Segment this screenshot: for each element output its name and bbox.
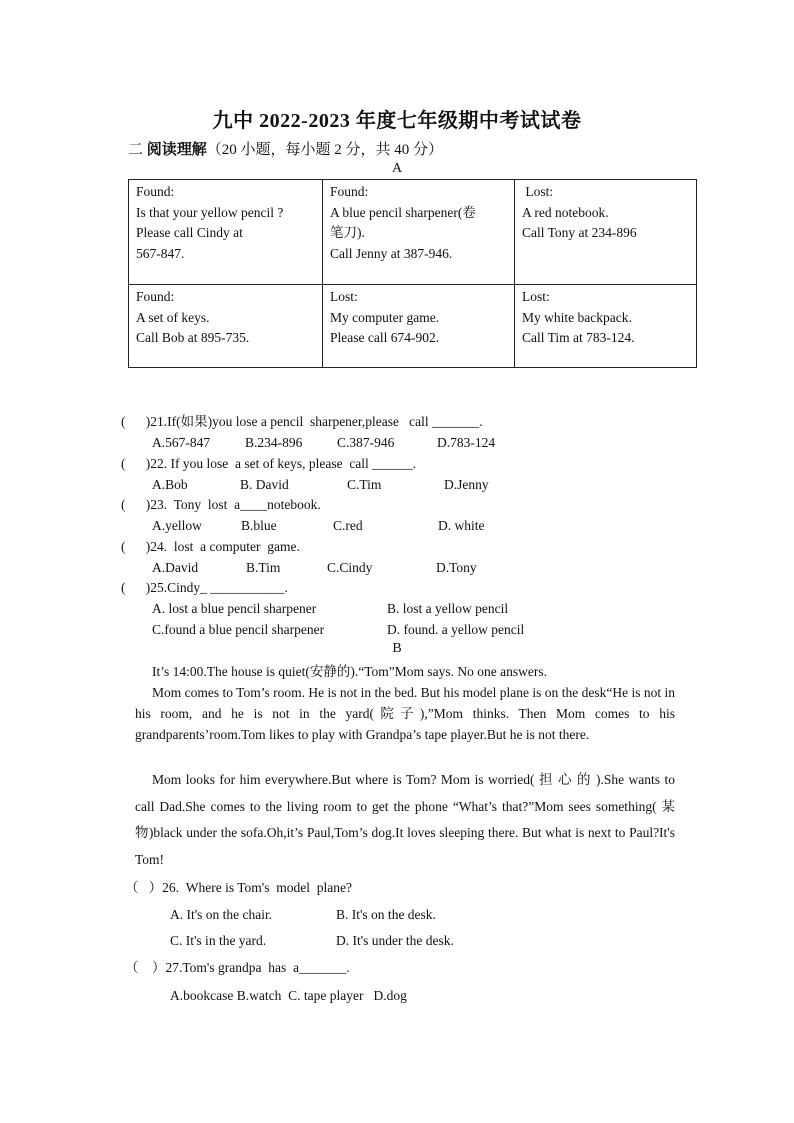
- question-26-stem: （ ）26. Where is Tom's model plane?: [125, 880, 352, 895]
- section-name: 阅读理解: [146, 142, 207, 158]
- table-row: [129, 180, 697, 285]
- exam-title: 九中 2022-2023 年度七年级期中考试试卷: [212, 110, 582, 132]
- passage-b-paragraph-1: It’s 14:00.The house is quiet(安静的).“Tom”Mom says. No one answers. Mom comes to Tom’s room. He is not in the bed. But his model plane is on the desk“He is not in his room, and he is not in the yard(院子),”Mom thinks. Then Mom comes to his grandparents’room.Tom likes to play with Grandpa’s tape player.But he is not there.: [135, 664, 675, 742]
- notice-board-table: [128, 179, 697, 368]
- question-23-stem: ( )23. Tony lost a____notebook.: [121, 497, 321, 512]
- option-b: B. lost a yellow pencil: [387, 601, 509, 616]
- question-27-stem: （ ）27.Tom's grandpa has a_______.: [125, 960, 350, 975]
- option-c: C.Cindy: [327, 560, 373, 575]
- passage-b-label: B: [392, 641, 402, 656]
- option-d: D. found. a yellow pencil: [387, 622, 525, 637]
- question-24-stem: ( )24. lost a computer game.: [121, 539, 300, 554]
- option-c: C.found a blue pencil sharpener: [152, 622, 325, 637]
- notice-cell: Found: Is that your yellow pencil ? Please call Cindy at 567-847.: [129, 180, 323, 285]
- question-25-options: [152, 599, 572, 641]
- option-d: D.Jenny: [444, 477, 489, 492]
- option-a: A.yellow: [152, 518, 202, 533]
- question-22-stem: ( )22. If you lose a set of keys, please call ______.: [121, 456, 417, 471]
- question-25-stem: ( )25.Cindy_ ___________.: [121, 580, 288, 595]
- option-b: B.blue: [241, 518, 277, 533]
- question-21-stem: ( )21.If(如果)you lose a pencil sharpener,please call _______.: [121, 414, 483, 429]
- option-b: B. It's on the desk.: [336, 907, 436, 922]
- option-b: B.Tim: [246, 560, 281, 575]
- notice-cell: Lost: My computer game. Please call 674-902.: [323, 285, 515, 368]
- notice-cell: Found: A set of keys. Call Bob at 895-735.: [129, 285, 323, 368]
- question-27-options: A.bookcase B.watch C. tape player D.dog: [170, 988, 407, 1003]
- option-c: C. It's in the yard.: [170, 933, 267, 948]
- option-a: A.567-847: [152, 435, 211, 450]
- option-b: B.234-896: [245, 435, 303, 450]
- notice-cell: Found: A blue pencil sharpener(卷 笔刀). Call Jenny at 387-946.: [323, 180, 515, 285]
- option-c: C.387-946: [337, 435, 395, 450]
- table-row: [129, 285, 697, 368]
- option-d: D.783-124: [437, 435, 496, 450]
- option-a: A. It's on the chair.: [170, 907, 273, 922]
- question-26-options: [170, 905, 570, 953]
- passage-b-paragraph-2: Mom looks for him everywhere.But where is Tom? Mom is worried( 担 心 的 ).She wants to call Dad.She comes to the living room to get the phone “What’s that?”Mom sees something( 某物)black under the sofa.Oh,it’s Paul,Tom’s dog.It loves sleeping there. But what is next to Paul?It's Tom!: [135, 772, 675, 867]
- section-heading: [128, 138, 443, 159]
- option-d: D. white: [438, 518, 485, 533]
- option-c: C.red: [333, 518, 363, 533]
- notice-cell: Lost: A red notebook. Call Tony at 234-896: [515, 180, 697, 285]
- option-a: A. lost a blue pencil sharpener: [152, 601, 317, 616]
- option-b: B. David: [240, 477, 289, 492]
- option-a: A.David: [152, 560, 199, 575]
- passage-a-label: A: [391, 161, 403, 176]
- option-d: D.Tony: [436, 560, 477, 575]
- notice-cell: Lost: My white backpack. Call Tim at 783-124.: [515, 285, 697, 368]
- section-detail: （20 小题，每小题 2 分，共 40 分）: [206, 142, 444, 158]
- option-a: A.Bob: [152, 477, 188, 492]
- option-c: C.Tim: [347, 477, 382, 492]
- option-d: D. It's under the desk.: [336, 933, 454, 948]
- section-number: 二: [128, 142, 144, 158]
